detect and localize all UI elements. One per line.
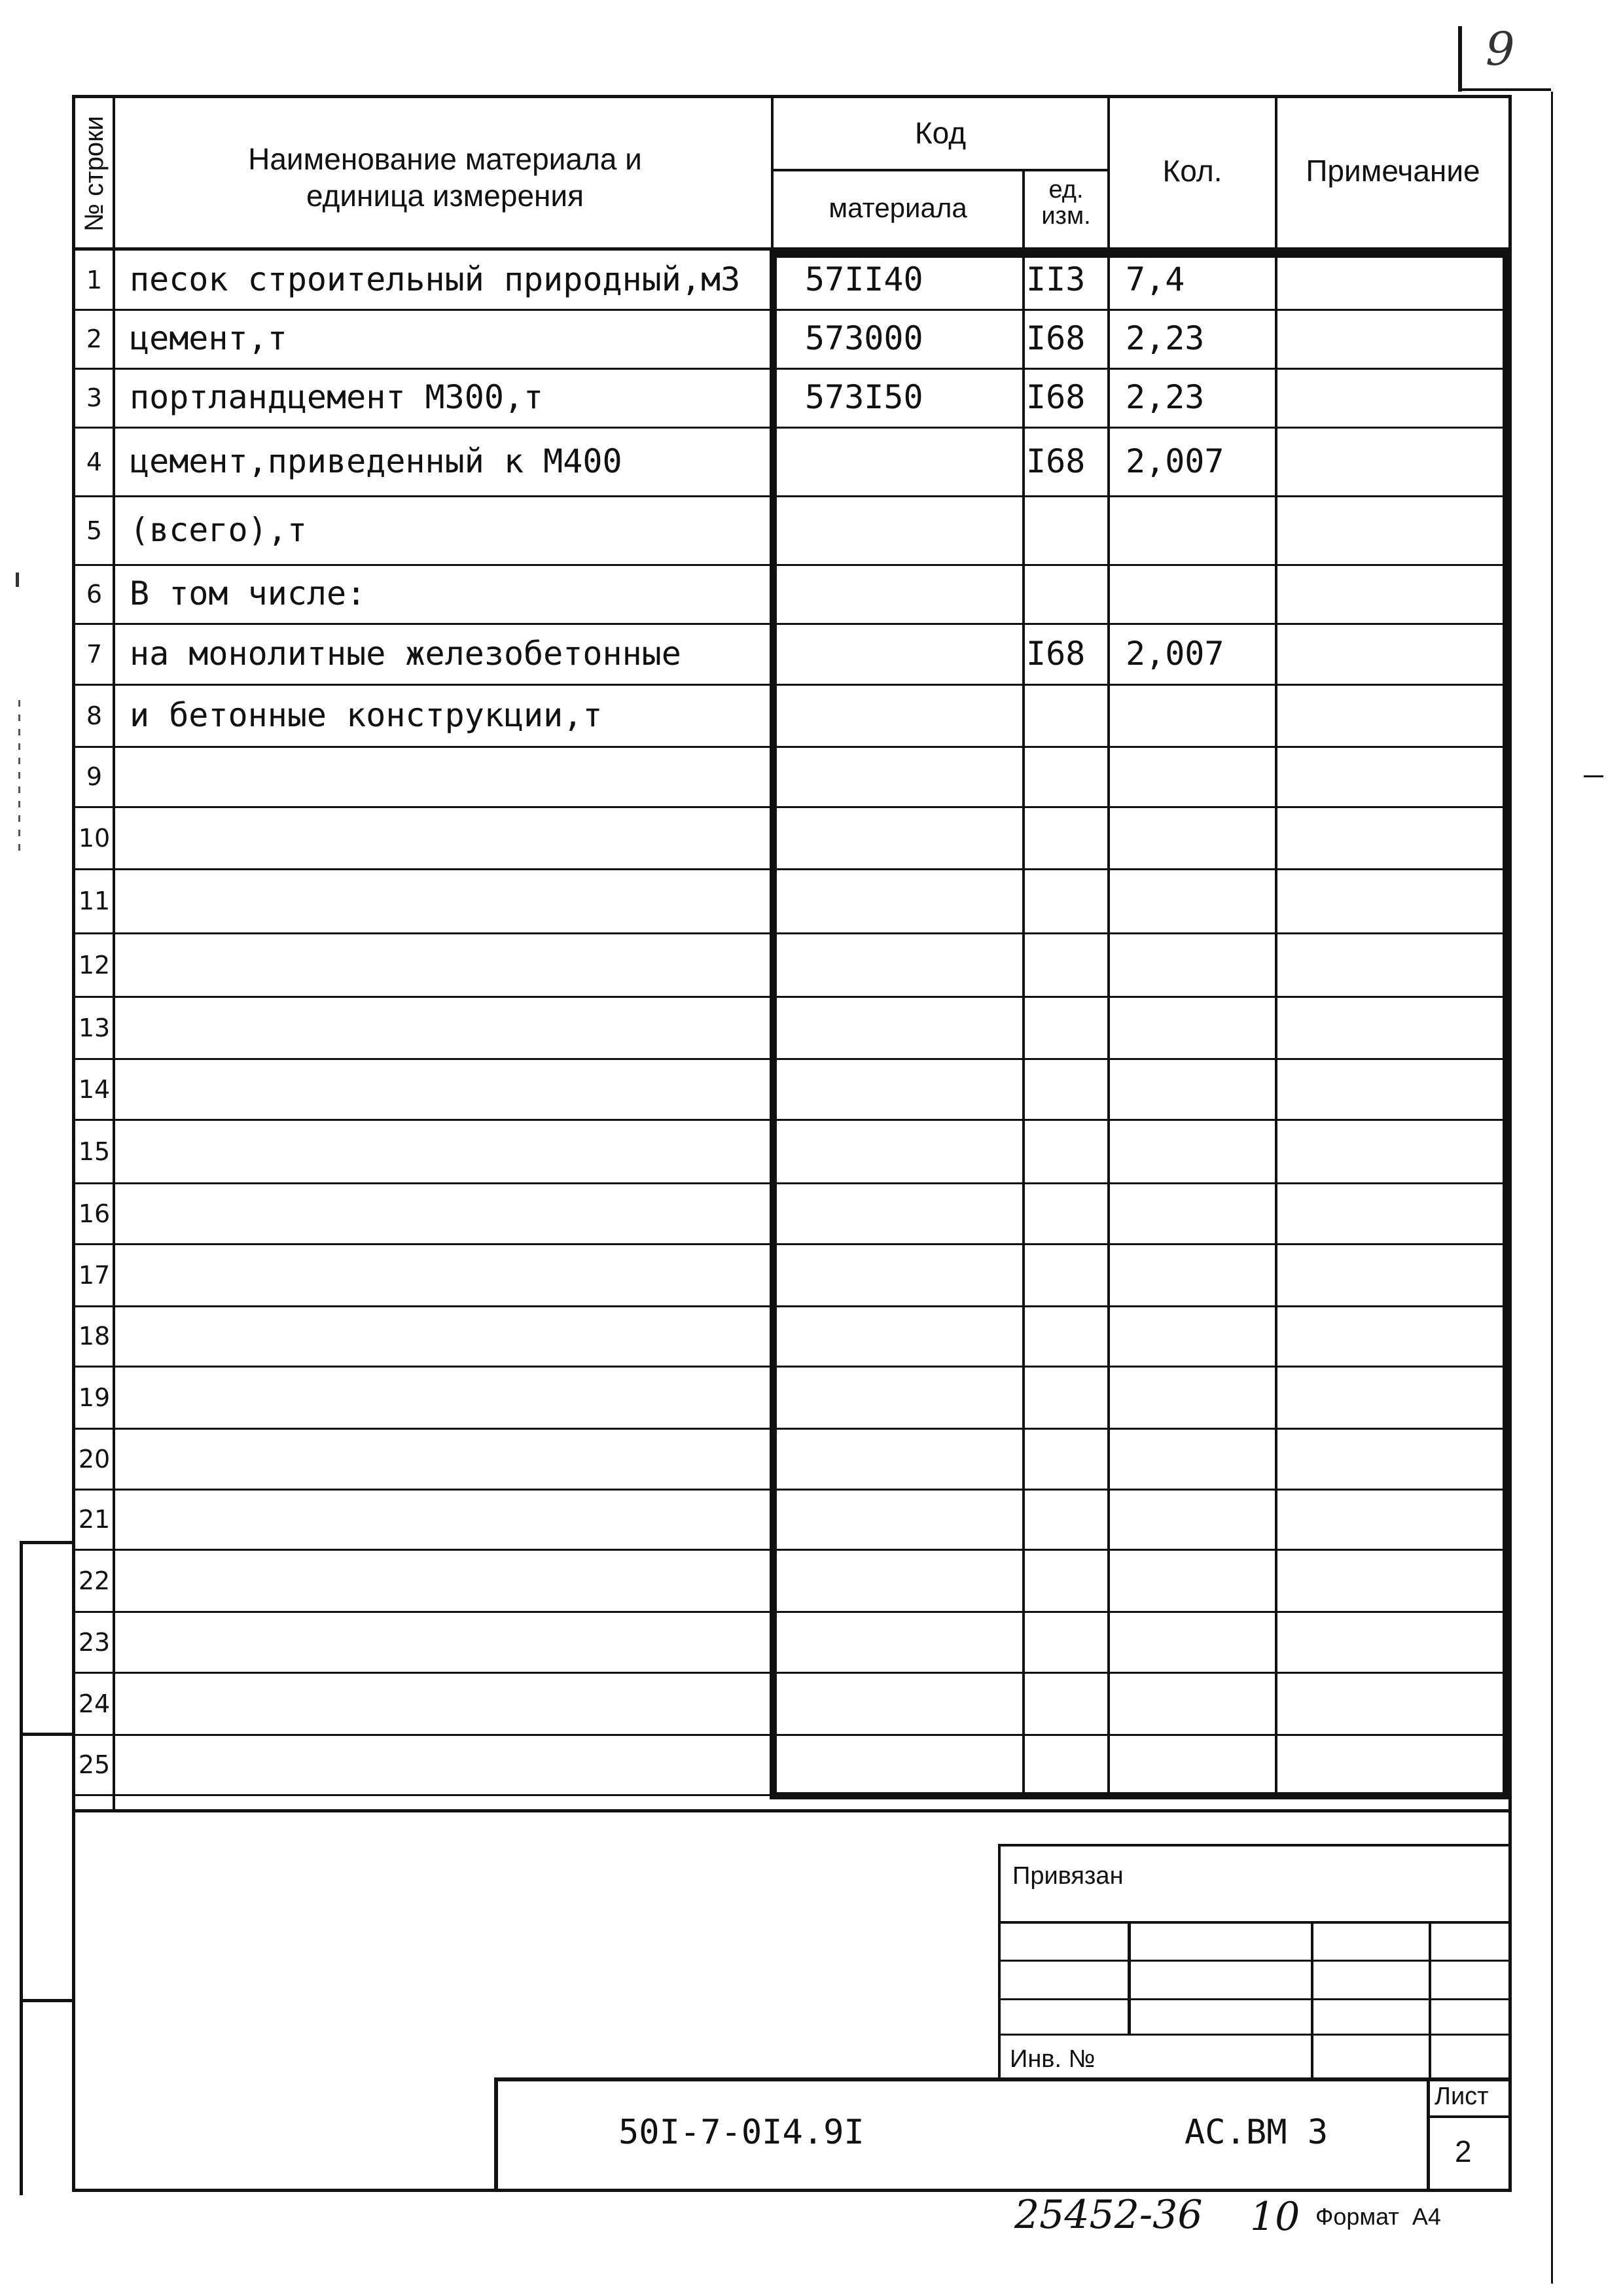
row-number: 3 bbox=[86, 383, 103, 412]
table-row bbox=[72, 1491, 1512, 1551]
quantity-cell: 2,23 bbox=[1126, 319, 1205, 357]
left-stamp-mid1 bbox=[20, 1733, 72, 1736]
unit-code-cell: I68 bbox=[1026, 378, 1086, 416]
row-number: 6 bbox=[86, 580, 103, 609]
row-number: 16 bbox=[78, 1199, 111, 1228]
table-row bbox=[72, 1307, 1512, 1368]
row-number: 4 bbox=[86, 448, 103, 476]
table-row bbox=[72, 1430, 1512, 1491]
material-name-cell: портландцемент М300,т bbox=[130, 378, 544, 416]
table-row bbox=[72, 1060, 1512, 1121]
row-number: 25 bbox=[78, 1750, 111, 1779]
left-stamp-edge bbox=[20, 1541, 23, 2195]
row-number: 1 bbox=[86, 266, 103, 294]
left-stamp-top bbox=[20, 1541, 72, 1544]
table-row bbox=[72, 1368, 1512, 1430]
quantity-cell: 2,007 bbox=[1126, 635, 1224, 673]
sheet-number: 2 bbox=[1455, 2134, 1472, 2168]
sheet-label: Лист bbox=[1435, 2083, 1489, 2110]
corner-top-border bbox=[1458, 88, 1551, 91]
corner-divider bbox=[1458, 26, 1462, 92]
row-number: 20 bbox=[78, 1445, 111, 1474]
document-code-block bbox=[494, 2077, 1512, 2192]
material-code-cell: 573000 bbox=[805, 319, 923, 357]
right-edge-line bbox=[1551, 92, 1553, 2284]
row-number: 15 bbox=[78, 1137, 111, 1166]
material-code-cell: 57II40 bbox=[805, 260, 923, 298]
unit-code-cell: I68 bbox=[1026, 319, 1086, 357]
table-row bbox=[72, 808, 1512, 870]
material-code-cell: 573I50 bbox=[805, 378, 923, 416]
left-binding-dash bbox=[18, 700, 20, 857]
material-name-cell: песок строительный природный,м3 bbox=[130, 260, 741, 298]
material-name-cell: (всего),т bbox=[130, 511, 307, 549]
table-row bbox=[72, 1121, 1512, 1184]
material-name-cell: цемент,т bbox=[130, 319, 287, 357]
row-number: 2 bbox=[86, 325, 103, 353]
material-name-cell: на монолитные железобетонные bbox=[130, 635, 681, 673]
material-name-cell: цемент,приведенный к М400 bbox=[130, 442, 622, 480]
table-row bbox=[72, 998, 1512, 1060]
materials-table bbox=[72, 95, 1512, 1812]
left-binding-mark bbox=[16, 573, 19, 587]
left-outer-edge bbox=[72, 1812, 75, 2192]
inventory-number-label: Инв. № bbox=[1010, 2045, 1096, 2073]
row-number: 12 bbox=[78, 951, 111, 980]
document-mark: АС.ВМ 3 bbox=[1185, 2113, 1329, 2152]
table-row bbox=[72, 686, 1512, 748]
table-row bbox=[72, 934, 1512, 998]
sheet-corner-number: 9 bbox=[1486, 22, 1515, 76]
table-row bbox=[72, 370, 1512, 429]
left-stamp-mid2 bbox=[20, 1999, 72, 2002]
quantity-header: Кол. bbox=[1162, 154, 1222, 188]
row-number: 21 bbox=[78, 1505, 111, 1534]
table-row bbox=[72, 748, 1512, 808]
code-unit-header: ед. изм. bbox=[1041, 176, 1091, 230]
quantity-cell: 2,23 bbox=[1126, 378, 1205, 416]
row-number: 5 bbox=[86, 516, 103, 545]
row-number: 18 bbox=[78, 1322, 111, 1351]
row-number: 13 bbox=[78, 1014, 111, 1042]
unit-code-cell: I68 bbox=[1026, 442, 1086, 480]
document-code: 50I-7-0I4.9I bbox=[618, 2113, 865, 2152]
table-row bbox=[72, 1184, 1512, 1245]
right-margin-tick bbox=[1584, 775, 1603, 777]
table-row bbox=[72, 429, 1512, 497]
unit-code-cell: I68 bbox=[1026, 635, 1086, 673]
table-row bbox=[72, 1245, 1512, 1307]
row-number-header: № строки bbox=[79, 115, 109, 232]
row-number: 19 bbox=[78, 1383, 111, 1412]
unit-code-cell: II3 bbox=[1026, 260, 1086, 298]
table-row bbox=[72, 252, 1512, 311]
table-row bbox=[72, 566, 1512, 625]
quantity-cell: 2,007 bbox=[1126, 442, 1224, 480]
copy-number: 10 bbox=[1250, 2194, 1300, 2240]
row-number: 8 bbox=[86, 701, 103, 730]
material-name-header: Наименование материала и единица измерения bbox=[248, 142, 642, 213]
material-name-cell: В том числе: bbox=[130, 574, 366, 612]
privyazan-label: Привязан bbox=[1012, 1862, 1124, 1890]
table-row bbox=[72, 870, 1512, 934]
row-number: 24 bbox=[78, 1689, 111, 1718]
row-number: 14 bbox=[78, 1075, 111, 1104]
table-row bbox=[72, 1736, 1512, 1796]
table-row bbox=[72, 625, 1512, 686]
code-material-header: материала bbox=[829, 192, 967, 223]
quantity-cell: 7,4 bbox=[1126, 260, 1185, 298]
row-number: 17 bbox=[78, 1261, 111, 1290]
binding-block bbox=[998, 1844, 1512, 2079]
row-number: 23 bbox=[78, 1628, 111, 1657]
table-row bbox=[72, 1551, 1512, 1613]
table-row bbox=[72, 497, 1512, 566]
archive-number: 25452-36 bbox=[1014, 2192, 1203, 2238]
table-body bbox=[72, 95, 1512, 1812]
table-row bbox=[72, 311, 1512, 370]
note-header: Примечание bbox=[1306, 154, 1480, 188]
row-number: 7 bbox=[86, 640, 103, 669]
row-number: 9 bbox=[86, 762, 103, 791]
row-number: 11 bbox=[78, 887, 111, 915]
material-name-cell: и бетонные конструкции,т bbox=[130, 696, 603, 734]
format-label: Формат А4 bbox=[1315, 2203, 1441, 2230]
table-row bbox=[72, 1674, 1512, 1736]
row-number: 10 bbox=[78, 824, 111, 853]
row-number: 22 bbox=[78, 1566, 111, 1595]
table-row bbox=[72, 1613, 1512, 1674]
code-header: Код bbox=[914, 116, 967, 150]
